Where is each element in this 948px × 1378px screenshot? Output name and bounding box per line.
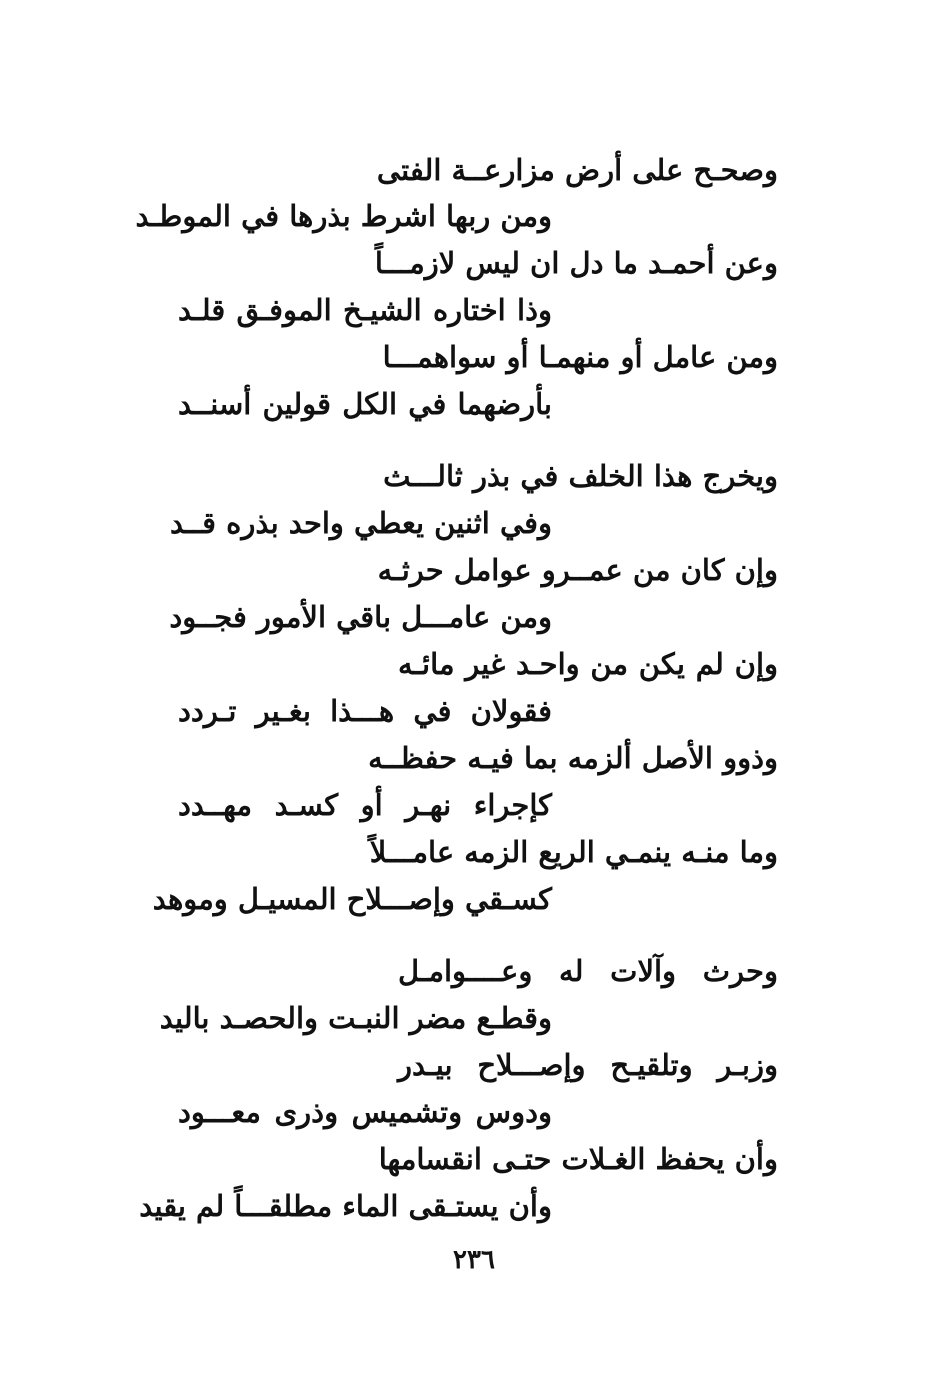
verse-line: وفي اثنين يعطي واحد بذره قــد bbox=[169, 506, 552, 540]
verse-line: كسـقي وإصـــلاح المسيـل وموهد bbox=[152, 882, 552, 916]
verse-line: ومن عامـــل باقي الأمور فجــود bbox=[169, 600, 552, 634]
verse-line: وإن لم يكن من واحـد غير مائـه bbox=[398, 647, 778, 681]
verse-line: وإن كان من عمــرو عوامل حرثـه bbox=[377, 553, 778, 587]
verse-line: وزبـر وتلقيـح وإصـــلاح بيـدر bbox=[398, 1048, 778, 1082]
verse-line: وأن يحفظ الغـلات حتـى انقسامها bbox=[378, 1142, 778, 1176]
verse-line: ومن ربها اشرط بذرها في الموطـد bbox=[135, 199, 552, 233]
page-number: ٢٣٦ bbox=[453, 1245, 495, 1275]
verse-line: وحرث وآلات له وعــــوامـل bbox=[398, 954, 778, 988]
verse-line: وذا اختاره الشيـخ الموفـق قلـد bbox=[178, 293, 552, 327]
verse-line: ويخرج هذا الخلف في بذر ثالـــث bbox=[383, 459, 778, 493]
verse-line: ودوس وتشميس وذرى معـــود bbox=[178, 1095, 552, 1129]
verse-line: ومن عامل أو منهمـا أو سواهمـــا bbox=[382, 340, 778, 374]
verse-line: وقطـع مضر النبـت والحصـد باليد bbox=[159, 1001, 552, 1035]
verse-line: وذوو الأصل ألزمه بما فيـه حفظــه bbox=[368, 741, 778, 775]
verse-line: فقولان في هـــذا بغـير تـردد bbox=[178, 694, 552, 728]
verse-line: وما منـه ينمـي الريع الزمه عامـــلاً bbox=[369, 835, 778, 869]
verse-line: وأن يستـقى الماء مطلقـــاً لم يقيد bbox=[139, 1189, 552, 1223]
verse-line: كإجراء نهـر أو كسـد مهــدد bbox=[178, 788, 552, 822]
verse-line: وصحـح على أرض مزارعــة الفتى bbox=[376, 153, 778, 187]
verse-line: وعن أحمـد ما دل ان ليس لازمـــاً bbox=[374, 246, 778, 280]
verse-line: بأرضهما في الكل قولين أسنــد bbox=[178, 387, 552, 421]
